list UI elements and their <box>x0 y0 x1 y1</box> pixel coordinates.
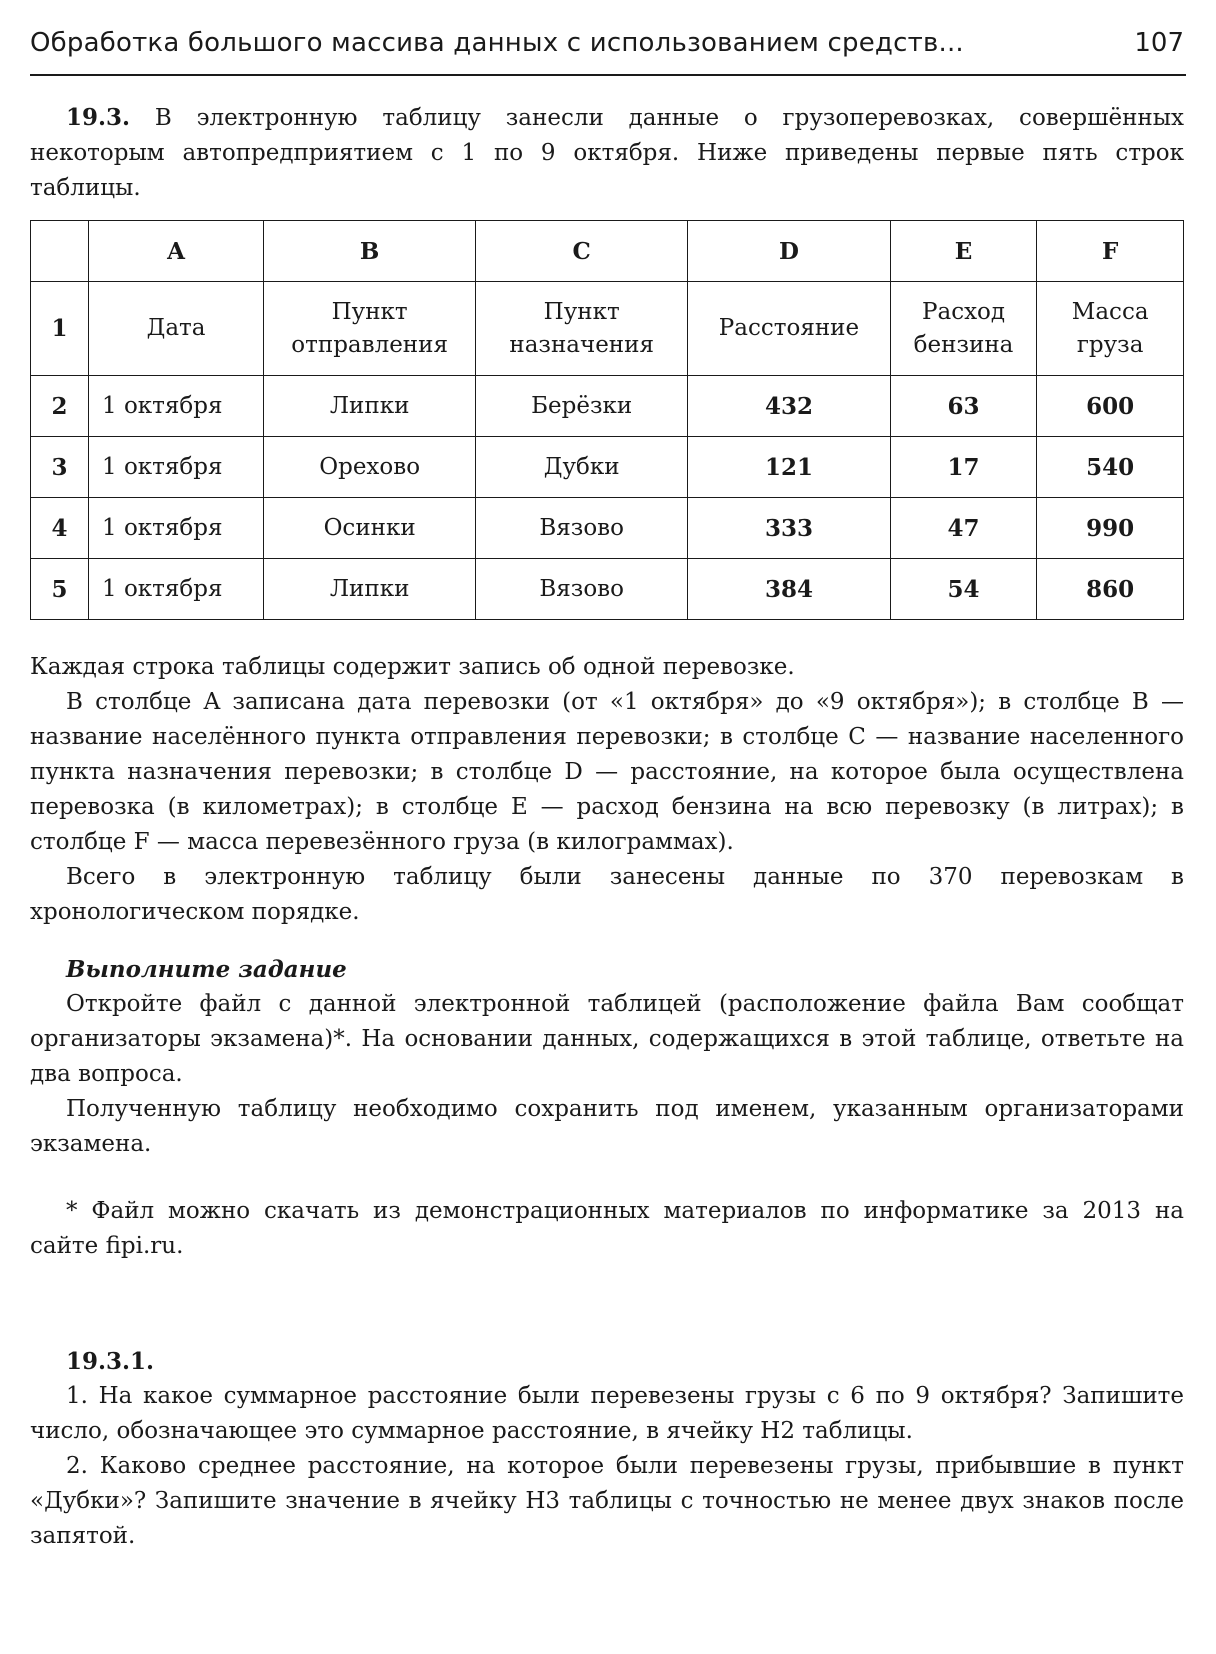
table-row <box>31 498 1184 559</box>
cell-date: 1 октября <box>89 376 264 437</box>
page-number: 107 <box>1134 28 1184 58</box>
subtask-number: 19.3.1. <box>66 1348 155 1375</box>
cell-mass: 600 <box>1037 376 1184 437</box>
cell-fuel: 47 <box>890 498 1037 559</box>
running-title: Обработка большого массива данных с использованием средств... <box>30 28 964 58</box>
running-header <box>30 26 1186 76</box>
task-heading: Выполните задание <box>66 956 347 983</box>
cell-distance: 432 <box>688 376 891 437</box>
col-letter-d: D <box>688 221 891 282</box>
field-date: Дата <box>89 282 264 376</box>
cell-to: Берёзки <box>476 376 688 437</box>
field-from: Пункт отправления <box>264 282 476 376</box>
problem-number: 19.3. <box>66 104 131 131</box>
cell-date: 1 октября <box>89 559 264 620</box>
cell-fuel: 54 <box>890 559 1037 620</box>
paragraph-rows: Каждая строка таблицы содержит запись об одной перевозке. <box>30 654 795 680</box>
cell-to: Вязово <box>476 498 688 559</box>
question-2: 2. Каково среднее расстояние, на которое были перевезены грузы, прибывшие в пункт «Дубки»? Запишите значение в ячейку H3 таблицы с точностью не менее двух знаков после запятой. <box>30 1453 1184 1549</box>
cell-distance: 384 <box>688 559 891 620</box>
cell-mass: 860 <box>1037 559 1184 620</box>
row-number: 2 <box>31 376 89 437</box>
cell-from: Осинки <box>264 498 476 559</box>
spreadsheet-table <box>30 220 1184 620</box>
paragraph-open-file: Откройте файл с данной электронной таблицей (расположение файла Вам сообщат организаторы экзамена)*. На основании данных, содержащихся в этой таблице, ответьте на два вопроса. <box>30 991 1184 1087</box>
table-row <box>31 559 1184 620</box>
column-letters-row <box>31 221 1184 282</box>
corner-cell <box>31 221 89 282</box>
problem-intro-text: В электронную таблицу занесли данные о грузоперевозках, совершённых некоторым автопредприятием с 1 по 9 октября. Ниже приведены первые пять строк таблицы. <box>30 105 1184 201</box>
cell-to: Вязово <box>476 559 688 620</box>
cell-date: 1 октября <box>89 498 264 559</box>
cell-date: 1 октября <box>89 437 264 498</box>
row-number: 5 <box>31 559 89 620</box>
page-content <box>30 100 1184 1554</box>
row-number: 4 <box>31 498 89 559</box>
field-fuel: Расход бензина <box>890 282 1037 376</box>
cell-from: Липки <box>264 376 476 437</box>
col-letter-b: B <box>264 221 476 282</box>
question-1: 1. На какое суммарное расстояние были перевезены грузы с 6 по 9 октября? Запишите число, обозначающее это суммарное расстояние, в ячейку H2 таблицы. <box>30 1383 1184 1444</box>
table-row <box>31 376 1184 437</box>
footnote: * Файл можно скачать из демонстрационных материалов по информатике за 2013 на сайте fipi.ru. <box>30 1198 1184 1259</box>
paragraph-save: Полученную таблицу необходимо сохранить под именем, указанным организаторами экзамена. <box>30 1096 1184 1157</box>
cell-fuel: 63 <box>890 376 1037 437</box>
field-distance: Расстояние <box>688 282 891 376</box>
row-number: 1 <box>31 282 89 376</box>
field-names-row <box>31 282 1184 376</box>
cell-distance: 121 <box>688 437 891 498</box>
row-number: 3 <box>31 437 89 498</box>
problem-intro <box>30 100 1184 206</box>
cell-mass: 990 <box>1037 498 1184 559</box>
cell-to: Дубки <box>476 437 688 498</box>
cell-from: Липки <box>264 559 476 620</box>
col-letter-c: C <box>476 221 688 282</box>
field-mass: Масса груза <box>1037 282 1184 376</box>
table-row <box>31 437 1184 498</box>
col-letter-e: E <box>890 221 1037 282</box>
paragraph-columns: В столбце A записана дата перевозки (от «1 октября» до «9 октября»); в столбце B — название населённого пункта отправления перевозки; в столбце C — название населенного пункта назначения перевозки; в столбце D — расстояние, на которое была осуществлена перевозка (в километрах); в столбце E — расход бензина на всю перевозку (в литрах); в столбце F — масса перевезённого груза (в килограммах). <box>30 689 1184 855</box>
col-letter-f: F <box>1037 221 1184 282</box>
cell-mass: 540 <box>1037 437 1184 498</box>
cell-distance: 333 <box>688 498 891 559</box>
cell-fuel: 17 <box>890 437 1037 498</box>
paragraph-total: Всего в электронную таблицу были занесены данные по 370 перевозкам в хронологическом порядке. <box>30 864 1184 925</box>
col-letter-a: A <box>89 221 264 282</box>
cell-from: Орехово <box>264 437 476 498</box>
field-to: Пункт назначения <box>476 282 688 376</box>
